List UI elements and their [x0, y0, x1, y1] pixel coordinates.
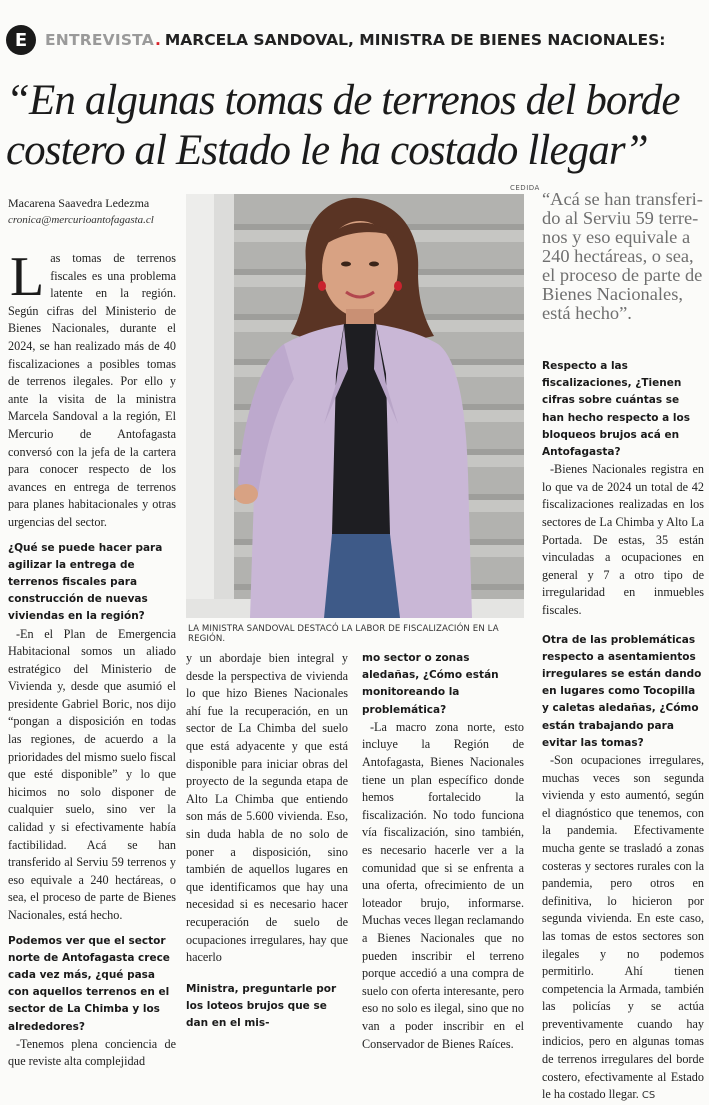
lead-text: as tomas de terrenos fiscales es una problema latente en la región. Según cifras del Ministerio de Bienes Nacionales, durante el 2024, se han realizado más de 40 fiscalizaciones a posibles tomas de terrenos ilegales. Por ello y ante la visita de la ministra Marcela Sandoval a la región, El Mercurio de Antofagasta conversó con la jefa de la cartera para conocer respecto de los avances en entrega de terrenos para planes habitacionales y otras urgencias del sector. — [8, 251, 176, 529]
column-4 — [542, 358, 704, 1105]
column-1 — [8, 246, 176, 1071]
column-2-text: y un abordaje bien integral y desde la perspectiva de vivienda lo que hizo Bienes Nacionales ahí fue la recuperación, en un sector de La Chimba del suelo que está adyacente y que está disponible para iniciar obras del proyecto de la segunda etapa de Alto La Chimba que entiendo son más de 5.600 vivienda. Eso, sin duda habla de no solo de poner a disposición, sino también de aquellos lugares en que identificamos que hay una necesidad si es necesario hacer recuperación de suelo de ocupaciones irregulares, hay que hacerlo — [186, 651, 348, 965]
lead-paragraph — [8, 246, 176, 532]
author-name: Macarena Saavedra Ledezma — [8, 196, 150, 210]
column-2 — [186, 650, 348, 1032]
headline — [6, 76, 706, 176]
pull-quote: “Acá se han transferi-do al Serviu 59 terre-nos y eso equivale a 240 hectáreas, o sea, el proceso de parte de Bienes Nacionales, está hecho”. — [542, 189, 703, 323]
headline-line-1: “En algunas tomas de terrenos del borde — [6, 77, 680, 124]
answer-1: -En el Plan de Emergencia Habitacional somos un aliado estratégico del Ministerio de Vivienda y, desde que asumió el presidente Gabriel Boric, nos dijo “pongan a disposición en todas las regiones, de acuerdo a la prioridades del mismo suelo fiscal que esté disponible” y lo que hicimos no solo disponer de cualquier suelo, sino ver la calidad y si efectivamente había factibilidad. Acá se han transferido al Serviu 59 terrenos y eso equivale a 240 hectáreas, o sea, el proceso de parte de Bienes Nacionales, está hecho. — [8, 626, 176, 923]
question-5: Otra de las problemáticas respecto a asentamientos irregulares se están dando en lugares como Tocopilla y caletas aledañas, ¿Cómo están trabajando para evitar las tomas? — [542, 633, 702, 749]
headline-line-2: costero al Estado le ha costado llegar” — [6, 127, 648, 174]
question-4: Respecto a las fiscalizaciones, ¿Tienen cifras sobre cuántas se han hecho respecto a los bloqueos brujos acá en Antofagasta? — [542, 360, 690, 459]
photo-credit: CEDIDA — [510, 184, 540, 192]
question-2: Podemos ver que el sector norte de Antofagasta crece cada vez más, ¿qué pasa con aquellos terrenos en el sector de La Chimba y los alrededores? — [8, 934, 170, 1033]
answer-2: -Tenemos plena conciencia de que reviste alta complejidad — [8, 1036, 176, 1069]
answer-5 — [542, 752, 704, 1105]
column-3 — [362, 650, 524, 1053]
kicker — [6, 24, 706, 56]
section-dot: . — [154, 31, 161, 49]
drop-cap: L — [10, 246, 45, 308]
minister-portrait-illustration — [186, 194, 524, 618]
author-email: cronica@mercurioantofagasta.cl — [8, 214, 154, 226]
photo-caption: LA MINISTRA SANDOVAL DESTACÓ LA LABOR DE FISCALIZACIÓN EN LA REGIÓN. — [188, 624, 499, 644]
answer-5-text: -Son ocupaciones irregulares, muchas veces son segunda vivienda y esto aumentó, según el diagnóstico que tenemos, con la pandemia. Efectivamente mucha gente se trasladó a zonas costeras y sectores rurales con la pandemia, pero otros en definitiva, lo hicieron por segunda vivienda. En este caso, las tomas de estos sectores son ilegales y no podemos permitirlo. Ahí tienen competencia la Armada, también las policías y se actúa preventivamente cuando hay indicios, pero en algunas tomas de terrenos irregulares del borde costero, efectivamente al Estado le ha costado llegar. — [542, 752, 704, 1102]
section-label: ENTREVISTA — [45, 31, 154, 49]
question-3: Ministra, preguntarle por los loteos brujos que se dan en el mis- — [186, 982, 337, 1030]
minister-photo — [186, 194, 524, 618]
end-mark: CS — [641, 1090, 656, 1102]
question-1: ¿Qué se puede hacer para agilizar la entrega de terrenos fiscales para construcción de nuevas viviendas en la región? — [8, 541, 163, 623]
question-3-continued: mo sector o zonas aledañas, ¿Cómo están monitoreando la problemática? — [362, 652, 499, 716]
interview-subject: MARCELA SANDOVAL, MINISTRA DE BIENES NACIONALES: — [164, 31, 666, 49]
section-badge: E — [6, 25, 36, 55]
answer-3: -La macro zona norte, esto incluye la Región de Antofagasta, Bienes Nacionales tiene un plan específico donde hemos fortalecido la fiscalización. No todo funciona vía fiscalización, sino también, es necesario hacerle ver a la comunidad que si se enfrenta a una oferta, ofrecimiento de un loteador brujo, informarse. Muchas veces llegan reclamando a Bienes Nacionales que no pueden inscribir el terreno porque accedió a una compra de suelo con oferta interesante, pero eso no solo es ilegal, sino que no van a poder inscribir en el Conservador de Bienes Raíces. — [362, 719, 524, 1051]
answer-4: -Bienes Nacionales registra en lo que va de 2024 un total de 42 fiscalizaciones realizadas en los sectores de La Chimba y Alto La Portada. De estas, 35 están vinculadas a ocupaciones en general y 7 a otro tipo de irregularidad en inmuebles fiscales. — [542, 462, 704, 617]
